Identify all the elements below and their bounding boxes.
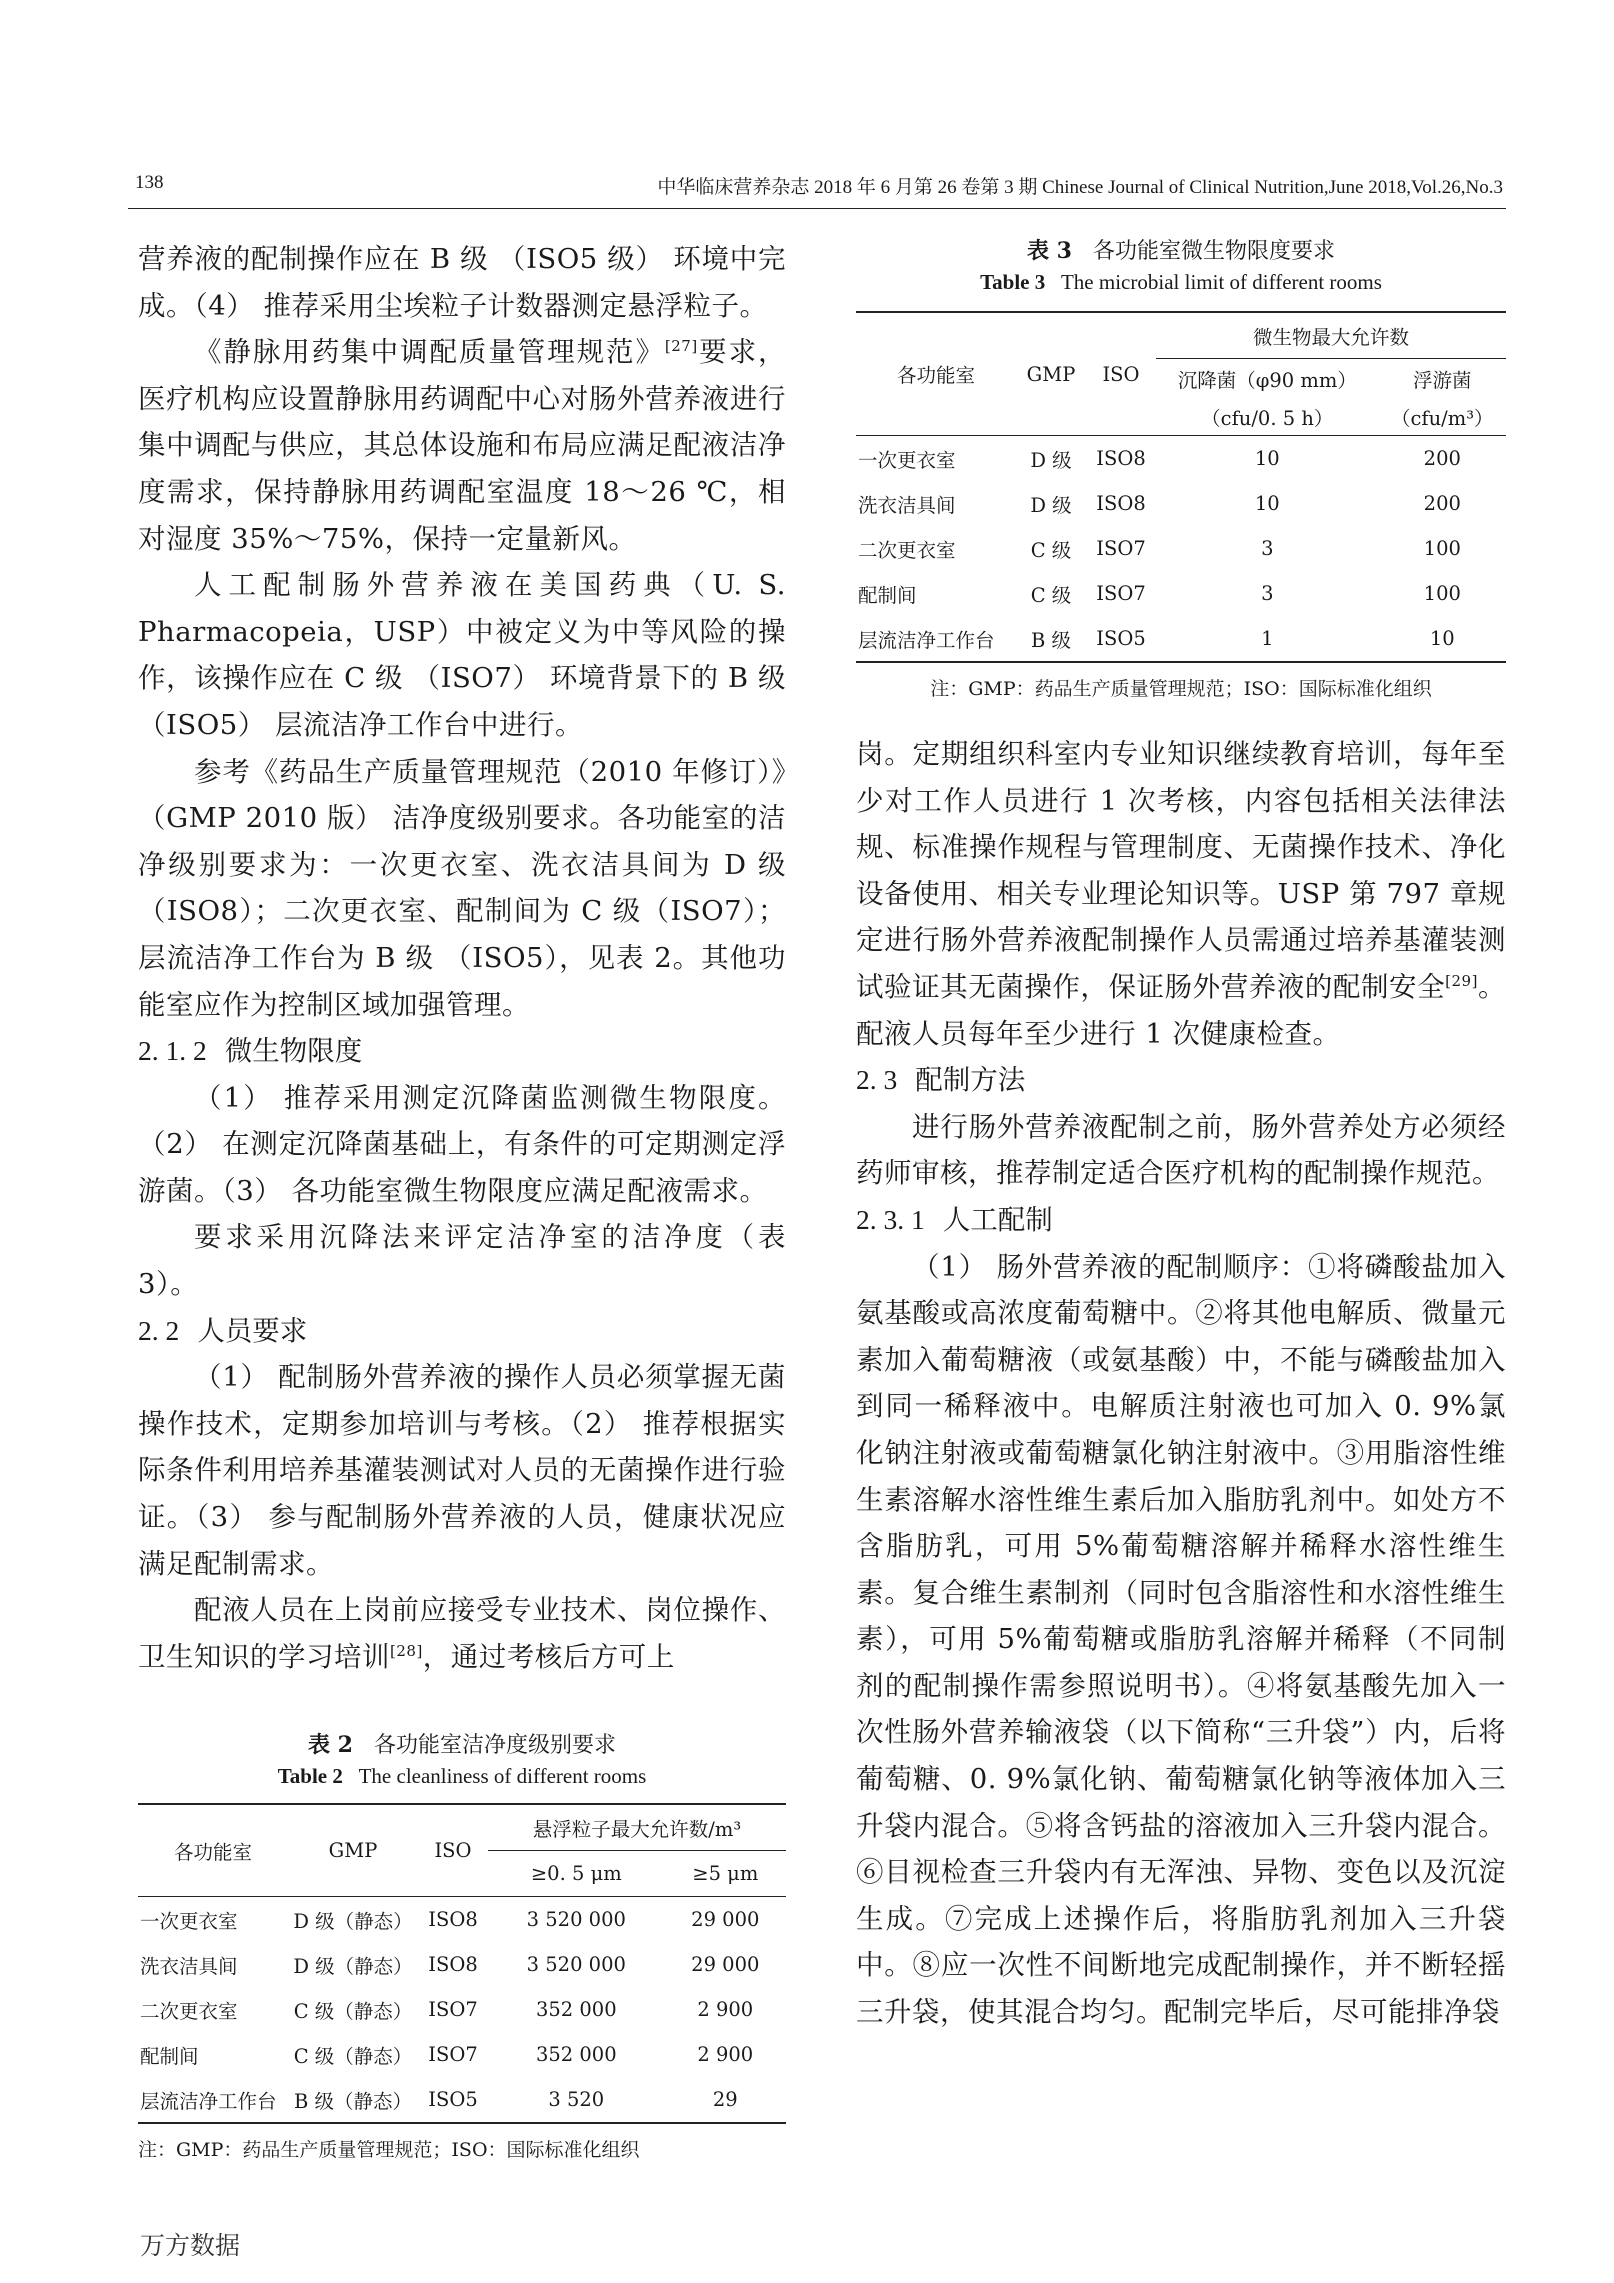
cell-value: 200 <box>1423 447 1461 470</box>
citation: [27] <box>664 337 698 356</box>
cell-value: 1 <box>1156 616 1379 662</box>
text-span: 配液人员在上岗前应接受专业技术、岗位操作、卫生知识的学习培训 <box>138 1594 786 1673</box>
table-note: 注：GMP：药品生产质量管理规范；ISO：国际标准化组织 <box>138 2139 640 2162</box>
header-room: 各功能室 <box>138 1804 288 1897</box>
table-row <box>138 2077 786 2123</box>
cell-iso: ISO5 <box>1086 616 1156 662</box>
citation: [29] <box>1445 971 1478 990</box>
cell-room: 层流洁净工作台 <box>856 616 1016 662</box>
section-heading <box>856 1197 1506 1244</box>
header-iso: ISO <box>418 1804 488 1897</box>
table-caption-en <box>138 1761 786 1791</box>
cell-iso: ISO7 <box>1096 582 1146 605</box>
cell-value: 3 520 000 <box>526 1908 626 1932</box>
table-title: 各功能室微生物限度要求 <box>1092 239 1335 264</box>
header-rule <box>128 208 1506 209</box>
cell-gmp: D 级（静态） <box>293 1954 413 1978</box>
header-col1: ≥0. 5 μm <box>488 1851 665 1897</box>
text-span: 。配液人员每年至少进行 1 次健康检查。 <box>856 970 1507 1050</box>
cell-value: 29 000 <box>691 1908 760 1932</box>
header-group: 悬浮粒子最大允许数/m³ <box>488 1804 786 1851</box>
journal-header: 中华临床营养杂志 2018 年 6 月第 26 卷第 3 期 Chinese Journal of Clinical Nutrition,June 2018,Vol.26,No.3 <box>657 177 1503 198</box>
cell-value: 29 <box>665 2077 786 2123</box>
header-gmp: GMP <box>288 1804 418 1897</box>
text-span: 要求，医疗机构应设置静脉用药调配中心对肠外营养液进行集中调配与供应，其总体设施和布局应满足配液洁净度需求，保持静脉用药调配室温度 18～26 ℃，相对湿度 35%～75%，保持一定量新风。 <box>138 336 786 555</box>
paragraph: 进行肠外营养液配制之前，肠外营养处方必须经药师审核，推荐制定适合医疗机构的配制操作规范。 <box>856 1110 1506 1190</box>
cell-gmp: B 级 <box>1016 616 1086 662</box>
cell-room: 洗衣洁具间 <box>140 1954 238 1978</box>
paragraph: （1） 推荐采用测定沉降菌监测微生物限度。（2） 在测定沉降菌基础上，有条件的可定期测定浮游菌。（3） 各功能室微生物限度应满足配液需求。 <box>138 1081 786 1207</box>
paragraph: （1） 肠外营养液的配制顺序：①将磷酸盐加入氨基酸或高浓度葡萄糖中。②将其他电解质、微量元素加入葡萄糖液（或氨基酸）中，不能与磷酸盐加入到同一稀释液中。电解质注射液也可加入 0. 9%氯化钠注射液或葡萄糖氯化钠注射液中。③用脂溶性维生素溶解水溶性维生素后加入脂肪乳剂中。如处方不含脂肪乳，可用 5%葡萄糖溶解并稀释水溶性维生素。复合维生素制剂（同时包含脂溶性和水溶性维生素），可用 5%葡萄糖或脂肪乳溶解并稀释（不同制剂的配制操作需参照说明书）。④将氨基酸先加入一次性肠外营养输液袋（以下简称“三升袋”）内，后将葡萄糖、0. 9%氯化钠、葡萄糖氯化钠等液体加入三升袋内混合。⑤将含钙盐的溶液加入三升袋内混合。⑥目视检查三升袋内有无浑浊、异物、变色以及沉淀生成。⑦完成上述操作后，将脂肪乳剂加入三升袋中。⑧应一次性不间断地完成配制操作，并不断轻摇三升袋，使其混合均匀。配制完毕后，尽可能排净袋 <box>856 1250 1506 2029</box>
header-room: 各功能室 <box>856 312 1016 436</box>
section-number: 2. 2 <box>138 1314 180 1346</box>
text-span: 《静脉用药集中调配质量管理规范》 <box>194 336 665 369</box>
cell-value: 29 000 <box>691 1953 760 1977</box>
table-2 <box>138 1730 786 2164</box>
cell-room: 二次更衣室 <box>140 1999 238 2023</box>
table-row <box>138 1897 786 1943</box>
cell-value: 100 <box>1423 582 1461 605</box>
table-label: 表 2 <box>308 1732 353 1759</box>
cell-room: 二次更衣室 <box>858 538 956 562</box>
citation: [28] <box>390 1641 423 1660</box>
cell-iso: ISO7 <box>1096 537 1146 560</box>
cell-iso: ISO8 <box>428 1908 478 1932</box>
section-heading <box>138 1028 786 1075</box>
header-group: 微生物最大允许数 <box>1156 312 1506 359</box>
cell-gmp: D 级 <box>1030 493 1072 517</box>
section-title: 微生物限度 <box>224 1035 363 1068</box>
cell-value: 2 900 <box>697 1998 754 2022</box>
header-iso: ISO <box>1086 312 1156 436</box>
text-span: 岗。定期组织科室内专业知识继续教育培训，每年至少对工作人员进行 1 次考核，内容包括相关法律法规、标准操作规程与管理制度、无菌操作技术、净化设备使用、相关专业理论知识等。USP 第 797 章规定进行肠外营养液配制操作人员需通过培养基灌装测试验证其无菌操作，保证肠外营养液的配制安全 <box>856 738 1506 1003</box>
right-body <box>856 731 1506 2036</box>
section-title: 人工配制 <box>942 1203 1053 1236</box>
paragraph: 要求采用沉降法来评定洁净室的洁净度（表 3）。 <box>138 1221 786 1301</box>
table-row <box>856 481 1506 526</box>
cell-iso: ISO5 <box>418 2077 488 2123</box>
header-col1-unit: （cfu/0. 5 h） <box>1156 399 1379 436</box>
table-caption <box>138 1730 786 1761</box>
cell-room: 一次更衣室 <box>140 1909 238 1933</box>
section-title: 人员要求 <box>197 1314 308 1347</box>
cell-gmp: C 级 <box>1030 583 1072 607</box>
table-row <box>138 1987 786 2032</box>
table-note: 注：GMP：药品生产质量管理规范；ISO：国际标准化组织 <box>930 678 1432 700</box>
paragraph <box>856 731 1506 1057</box>
table-row <box>856 526 1506 571</box>
cell-value: 10 <box>1254 492 1280 515</box>
cell-gmp: C 级 <box>1030 538 1072 562</box>
cell-iso: ISO8 <box>1096 492 1146 515</box>
table-3 <box>856 236 1506 703</box>
cleanliness-table <box>138 1803 786 2124</box>
cell-value: 100 <box>1423 537 1461 560</box>
cell-gmp: D 级 <box>1030 448 1072 472</box>
cell-value: 3 520 <box>488 2077 665 2123</box>
paragraph <box>138 1587 786 1680</box>
section-heading <box>856 1057 1506 1104</box>
paragraph: 营养液的配制操作应在 B 级 （ISO5 级） 环境中完成。（4） 推荐采用尘埃粒子计数器测定悬浮粒子。 <box>138 243 786 322</box>
cell-gmp: B 级（静态） <box>288 2077 418 2123</box>
cell-iso: ISO8 <box>428 1953 478 1977</box>
microbial-table <box>856 311 1506 663</box>
table-title: 各功能室洁净度级别要求 <box>373 1733 616 1759</box>
paragraph: 人工配制肠外营养液在美国药典（U. S. Pharmacopeia，USP）中被定义为中等风险的操作，该操作应在 C 级 （ISO7） 环境背景下的 B 级 （ISO5） 层流洁净工作台中进行。 <box>138 569 786 741</box>
table-label-en: Table 2 <box>277 1764 343 1789</box>
text-span: ，通过考核后方可上 <box>422 1640 675 1673</box>
table-row <box>856 436 1506 482</box>
paragraph: （1） 配制肠外营养液的操作人员必须掌握无菌操作技术，定期参加培训与考核。（2） 推荐根据实际条件利用培养基灌装测试对人员的无菌操作进行验证。（3） 参与配制肠外营养液的人员，健康状况应满足配制需求。 <box>138 1361 786 1580</box>
cell-value: 10 <box>1379 616 1506 662</box>
header-gmp: GMP <box>1016 312 1086 436</box>
cell-gmp: C 级（静态） <box>293 2044 413 2068</box>
right-column <box>856 236 1506 2036</box>
cell-value: 352 000 <box>535 2043 617 2067</box>
table-caption <box>856 236 1506 267</box>
table-row <box>856 571 1506 616</box>
table-row <box>138 2032 786 2077</box>
cell-iso: ISO7 <box>428 1998 478 2022</box>
table-caption-en <box>856 267 1506 297</box>
table-label: 表 3 <box>1027 238 1072 264</box>
table-label-en: Table 3 <box>980 270 1046 294</box>
cell-value: 200 <box>1423 492 1461 515</box>
cell-value: 2 900 <box>697 2043 754 2067</box>
cell-room: 一次更衣室 <box>858 448 956 472</box>
left-column <box>138 236 786 2164</box>
cell-room: 配制间 <box>858 583 917 607</box>
cell-value: 352 000 <box>535 1998 617 2022</box>
cell-room: 洗衣洁具间 <box>858 493 956 517</box>
section-number: 2. 3. 1 <box>856 1203 925 1235</box>
cell-room: 层流洁净工作台 <box>138 2077 288 2123</box>
section-heading <box>138 1308 786 1355</box>
table-row <box>856 616 1506 662</box>
cell-value: 3 <box>1261 582 1274 605</box>
cell-gmp: D 级（静态） <box>293 1909 413 1933</box>
cell-gmp: C 级（静态） <box>293 1999 413 2023</box>
cell-value: 10 <box>1254 447 1280 470</box>
cell-iso: ISO7 <box>428 2043 478 2067</box>
paragraph <box>138 329 786 562</box>
header-col2: 浮游菌 <box>1413 369 1472 392</box>
paragraph: 参考《药品生产质量管理规范（2010 年修订）》（GMP 2010 版） 洁净度级别要求。各功能室的洁净级别要求为：一次更衣室、洗衣洁具间为 D 级 （ISO8）；二次更衣室、配制间为 C 级（ISO7）；层流洁净工作台为 B 级 （ISO5），见表 2。其他功能室应作为控制区域加强管理。 <box>138 755 786 1021</box>
cell-room: 配制间 <box>140 2044 199 2068</box>
page-number: 138 <box>135 172 164 193</box>
section-number: 2. 1. 2 <box>138 1035 207 1067</box>
header-col2: ≥5 μm <box>665 1851 786 1897</box>
section-title: 配制方法 <box>915 1064 1026 1097</box>
table-title-en: The cleanliness of different rooms <box>358 1764 647 1789</box>
header-col2-unit: （cfu/m³） <box>1379 399 1506 436</box>
table-row <box>138 1942 786 1987</box>
cell-value: 3 520 000 <box>526 1953 626 1977</box>
section-number: 2. 3 <box>856 1064 898 1096</box>
watermark: 万方数据 <box>140 2231 241 2260</box>
header-col1: 沉降菌（φ90 mm） <box>1177 369 1357 392</box>
cell-value: 3 <box>1261 537 1274 560</box>
cell-iso: ISO8 <box>1096 447 1146 470</box>
table-title-en: The microbial limit of different rooms <box>1060 270 1382 294</box>
